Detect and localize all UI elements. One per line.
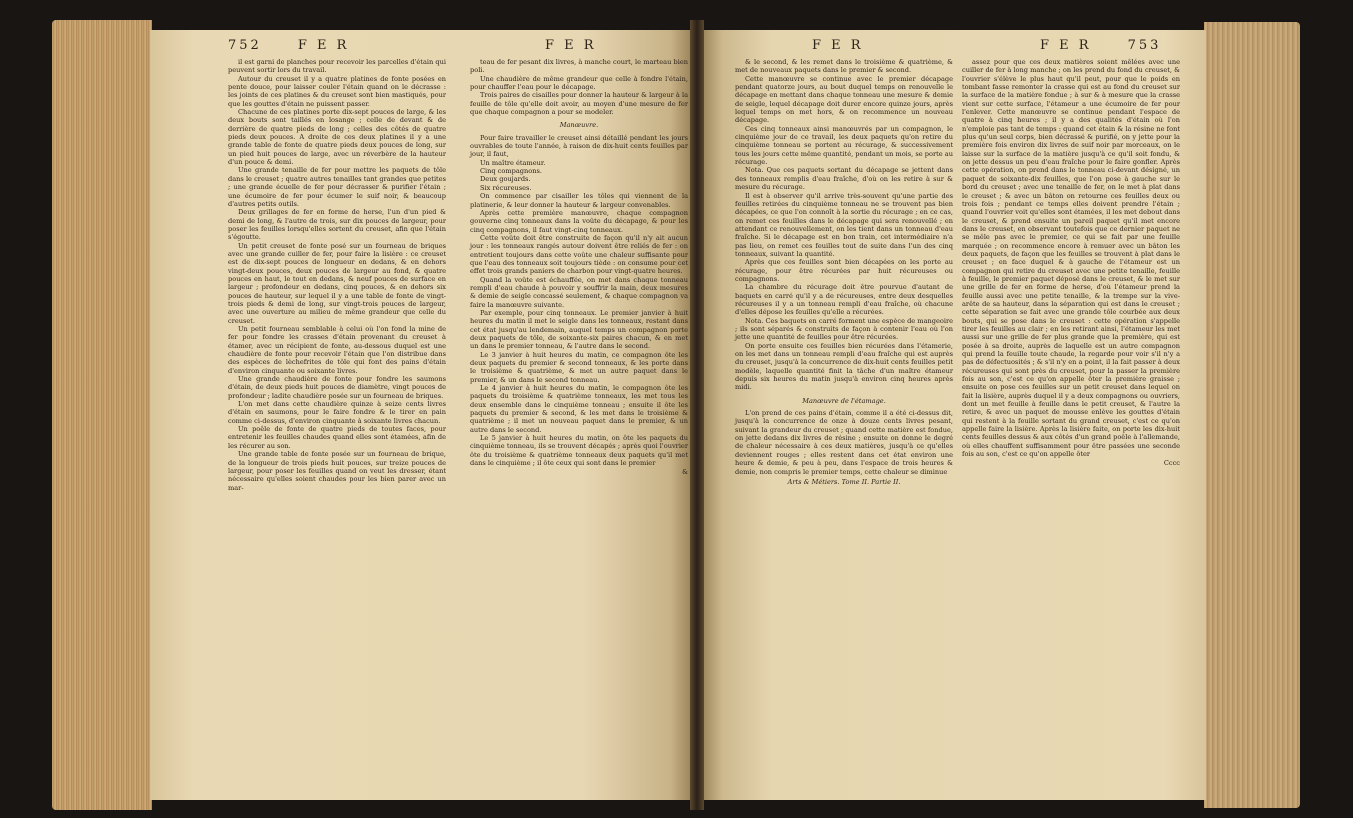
paragraph: teau de fer pesant dix livres, à manche court, le marteau bien poli.	[470, 58, 688, 75]
left-column-1	[228, 58, 446, 492]
paragraph: Nota. Ces baquets en carré forment une espèce de mangeoire ; ils sont séparés & construits de façon à contenir l'eau où l'on jette une quantité de feuilles pour être récurées.	[735, 316, 953, 342]
paragraph: Quand la voûte est échauffée, on met dans chaque tonneau rempli d'eau chaude à pouvoir y souffrir la main, deux mesures & demie de seigle concassé seulement, & chaque compagnon va faire la manœuvre suivante.	[470, 275, 688, 309]
paragraph: Un petit creuset de fonte posé sur un fourneau de briques avec une grande cuiller de fer, pour faire la lisière : ce creuset est de dix-sept pouces de longueur en dedans, & en dehors vingt-deux pouces, deux pouces de largeur au fond, & quatre pouces en haut, le tout en dedans, & neuf pouces de surface en largeur ; profondeur en dedans, cinq pouces, & en dehors six pouces de hauteur, sur lequel il y a une table de fonte de vingt-trois pieds & demi de long, sur vingt-trois pouces de largeur, avec une ouverture au milieu de même grandeur que celle du creuset.	[228, 241, 446, 325]
right-header-word-col2: F E R	[1040, 38, 1092, 53]
left-column-2	[470, 58, 688, 476]
paragraph: L'on met dans cette chaudière quinze à seize cents livres d'étain en saumons, pour le faire fondre & le tirer en pain comme ci-dessus, d'environ cinquante à soixante livres chacun.	[228, 400, 446, 425]
paragraph: Le 3 janvier à huit heures du matin, ce compagnon ôte les deux paquets du premier & second tonneaux, & les porte dans le troisième & quatrième, & met un autre paquet dans le premier, & un dans le second tonneau.	[470, 350, 688, 384]
paragraph: On commence par cisailler les tôles qui viennent de la platinerie, & leur donner la hauteur & largeur convenables.	[470, 192, 688, 209]
right-column-1	[735, 58, 953, 486]
paragraph: Le 5 janvier à huit heures du matin, on ôte les paquets du cinquième tonneau, ils se trouvent décapés ; après quoi l'ouvrier ôte du troisième & quatrième tonneaux deux paquets qu'il met dans le cinquième ; il ôte ceux qui sont dans le premier	[470, 434, 688, 468]
signature-mark: Cccc	[1163, 458, 1180, 467]
paragraph: Une chaudière de même grandeur que celle à fondre l'étain, pour chauffer l'eau pour le décapage.	[470, 74, 688, 92]
paragraph: Une grande chaudière de fonte pour fondre les saumons d'étain, de deux pieds huit pouces de diamètre, vingt pouces de profondeur ; ladite chaudière posée sur un fourneau de briques.	[228, 375, 446, 400]
left-running-head-col2	[545, 38, 597, 53]
book-gutter	[690, 20, 704, 810]
paragraph: Après que ces feuilles sont bien décapées on les porte au récurage, pour être récurées par huit récureuses ou compagnons.	[735, 258, 953, 283]
paragraph: On porte ensuite ces feuilles bien récurées dans l'étamerie, on les met dans un tonneau rempli d'eau fraîche qui est auprès du creuset, jusqu'à la concurrence de dix-huit cents feuilles petit modèle, laquelle quantité finit la tâche d'un maître étameur depuis six heures du matin jusqu'à environ cinq heures après midi.	[735, 341, 953, 392]
paragraph: Un poêle de fonte de quatre pieds de toutes faces, pour entretenir les feuilles chaudes quand elles sont étamées, afin de les récurer au son.	[228, 425, 446, 450]
paragraph: Pour faire travailler le creuset ainsi détaillé pendant les jours ouvrables de toute l'année, à raison de dix-huit cents feuilles par jour, il faut,	[470, 133, 688, 159]
list-item: Un maître étameur.	[480, 158, 546, 167]
paragraph: Après cette première manœuvre, chaque compagnon gouverne cinq tonneaux dans la voûte du décapage, & pour les cinq compagnons, il faut vingt-cinq tonneaux.	[470, 208, 688, 234]
right-page-number: 753	[1127, 38, 1162, 53]
paragraph: Deux grillages de fer en forme de herse, l'un d'un pied & demi de long, & l'autre de trois, sur dix pouces de largeur, pour poser les feuilles lorsqu'elles sortent du creuset, afin que l'étain s'égoutte.	[228, 208, 446, 242]
left-header-word: F E R	[297, 38, 350, 53]
paragraph: assez pour que ces deux matières soient mêlées avec une cuiller de fer à long manche ; on les prend du fond du creuset, & l'ouvrier s'élève le plus haut qu'il peut, pour que le poids en tombant fasse remonter la crasse qui est au fond du creuset sur la surface de la matière fondue ; à sur & à mesure que la crasse vient sur cette surface, l'étameur a une écumoire de fer pour l'enlever. Cette manœuvre se continue pendant l'espace de quatre à cinq heures ; il y a des qualités d'étain où l'on n'emploie pas tant de temps : quand cet étain & la résine ne font plus qu'un seul corps, bien décrassé & purifié, on y jette pour la première fois environ dix livres de suif noir par morceaux, on le laisse sur la surface de la matière jusqu'à ce qu'il soit fondu, & on jette dessus un peu d'eau fraîche pour le faire gonfler. Après cette opération, on prend dans le tonneau ci-devant désigné, un paquet de soixante-dix feuilles, que l'on pose à gauche sur le bord du creuset ; avec une tenaille de fer, on le met à plat dans le creuset ; & avec un bâton on retourne ces feuilles deux ou trois fois ; pendant ce temps elles doivent prendre l'étain ; quand l'ouvrier voit qu'elles sont étamées, il les met debout dans le creuset, & prend ensuite un pareil paquet qu'il met encore dans le creuset, en observant toutefois que ce dernier paquet ne se mêle pas avec le premier, ce qui se fait par une feuille marquée ; on recommence encore à remuer avec un bâton les deux paquets, de façon que les feuilles se trouvent à plat dans le creuset ; en face duquel & à gauche de l'étameur est un compagnon qui retire du creuset avec une petite tenaille, feuille à feuille, le premier paquet déposé dans le creuset, & le met sur une grille de fer en forme de herse, d'où l'étameur prend la feuille aussi avec une petite tenaille, & la trempe sur la vive-arête de sa hauteur, dans la séparation qui est dans le creuset ; cette séparation se fait avec une grande tôle courbée aux deux bouts, qui se pose dans le creuset : cette opération s'appelle tirer les feuilles au clair ; en les retirant ainsi, l'étameur les met aussi sur une grille de fer plus grande que la première, qui est posée à sa droite, auprès de laquelle est un autre compagnon qui prend la feuille toute chaude, la regarde pour voir s'il n'y a pas de défectuosités ; & s'il n'y en a point, il la fait passer à deux récureuses qui sont près du creuset, pour la passer la première fois au son, c'est ce qu'on appelle ôter la première graisse ; ensuite on pose ces feuilles sur un petit creuset dans lequel on fait la lisière, auprès duquel il y a deux compagnons ou ouvriers, dont un met feuille à feuille dans le petit creuset, & l'autre la retire, & avec un paquet de mousse enlève les gouttes d'étain qui restent à la feuille sortant du grand creuset, c'est ce qu'on appelle faire la lisière. Après la lisière faite, on porte les dix-huit cents feuilles dessus & aux côtés d'un grand poêle à l'allemande, où elles chauffent suffisamment pour être passées une seconde fois au son, c'est ce qu'on appelle ôter	[962, 58, 1180, 459]
paragraph: Nota. Que ces paquets sortant du décapage se jettent dans des tonneaux remplis d'eau fraîche, d'où on les retire à sur & mesure du récurage.	[735, 166, 953, 192]
paragraph: La chambre du récurage doit être pourvue d'autant de baquets en carré qu'il y a de récureuses, entre deux desquelles récureuses il y a un tonneau rempli d'eau fraîche, où chacune d'elles dépose les feuilles qu'elle a récurées.	[735, 283, 953, 317]
paragraph: Un petit fourneau semblable à celui où l'on fond la mine de fer pour fondre les crasses d'étain provenant du creuset à étamer, avec un récipient de fonte, au-dessous duquel est une chaudière de fonte pour recevoir l'étain que l'on distribue dans des espèces de lèchefrites de tôle qui font des pains d'étain d'environ cinquante ou soixante livres.	[228, 325, 446, 375]
paragraph: Cette voûte doit être construite de façon qu'il n'y ait aucun jour : les tonneaux rangés autour doivent être reliés de fer : on entretient toujours dans cette voûte une chaleur suffisante pour que l'eau des tonneaux soit toujours tiède : on consume pour cet effet trois grands paniers de charbon pour vingt-quatre heures.	[470, 233, 688, 276]
catchword: &	[682, 467, 688, 476]
paragraph: Le 4 janvier à huit heures du matin, le compagnon ôte les paquets du troisième & quatrième tonneaux, les met tous les deux ensemble dans le cinquième tonneau ; ensuite il ôte les paquets du premier & second, & les met dans le troisième & quatrième ; il met un nouveau paquet dans le premier, & un autre dans le second.	[470, 384, 688, 434]
left-header-word-col2: F E R	[545, 38, 597, 53]
list-item: Cinq compagnons.	[480, 167, 542, 176]
paragraph: Une grande table de fonte posée sur un fourneau de brique, de la longueur de trois pieds huit pouces, sur treize pouces de largeur, pour poser les feuilles quand on veut les dresser, étant nécessaire qu'elles soient chaudes pour les bien parer avec un mar-	[228, 450, 446, 492]
right-running-head	[812, 38, 864, 53]
paragraph: Autour du creuset il y a quatre platines de fonte posées en pente douce, pour laisser couler l'étain quand on le décrasse : les joints de ces platines & du creuset sont bien mastiqués, pour que les gouttes d'étain ne puissent passer.	[228, 74, 446, 108]
right-header-word: F E R	[812, 38, 864, 53]
right-page-edges	[1204, 22, 1300, 808]
paragraph: & le second, & les remet dans le troisième & quatrième, & met de nouveaux paquets dans le premier & second.	[735, 58, 953, 75]
list-item: Six récureuses.	[480, 183, 532, 192]
paragraph: Une grande tenaille de fer pour mettre les paquets de tôle dans le creuset ; quatre autres tenailles tant grandes que petites ; une grande écuelle de fer pour décrasser & purifier l'étain ; une écumoire de fer pour écumer le suif noir, & beaucoup d'autres petits outils.	[228, 166, 446, 208]
right-column-2	[962, 58, 1180, 467]
paragraph: Chacune de ces platines porte dix-sept pouces de large, & les deux bouts sont taillés en losange ; celle de devant & de derrière de quatre pieds de long ; celles des côtés de quatre pieds deux pouces. A droite de ces deux platines il y a une grande table de fonte de quatre pieds deux pouces de long, sur un pied huit pouces de large, avec un réverbère de la hauteur d'un pouce & demi.	[228, 108, 446, 167]
section-heading-etamage: Manœuvre de l'étamage.	[802, 396, 886, 405]
paragraph: Cette manœuvre se continue avec le premier décapage pendant quatorze jours, au bout duquel temps on renouvelle le décapage en mettant dans chaque tonneau une mesure & demie de seigle, lequel décapage doit durer encore quinze jours, après lequel temps on met hors, & on recommence un nouveau décapage.	[735, 74, 953, 125]
paragraph: Il est à observer qu'il arrive très-souvent qu'une partie des feuilles retirées du cinquième tonneau ne se trouvent pas bien décapées, ce que l'on connoît à la sortie du récurage ; en ce cas, on remet ces feuilles dans le décapage qui sera renouvellé ; en attendant ce renouvellement, on les tient dans un tonneau d'eau fraîche. Si le décapage est en bon train, cet intermédiaire n'a pas lieu, on remet ces feuilles tout de suite dans l'un des cinq tonneaux, suivant la quantité.	[735, 191, 953, 258]
paragraph: Ces cinq tonneaux ainsi manœuvrés par un compagnon, le cinquième jour de ce travail, les deux paquets qu'on retire du cinquième tonneau se portent au récurage, & successivement tous les jours cette même quantité, pendant un mois, se porte au récurage.	[735, 124, 953, 167]
left-page-edges	[52, 20, 152, 810]
paragraph: il est garni de planches pour recevoir les parcelles d'étain qui peuvent sortir lors du travail.	[228, 58, 446, 75]
section-heading-manoeuvre: Manœuvre.	[559, 121, 599, 130]
list-item: Deux goujards.	[480, 175, 531, 184]
paragraph: Trois paires de cisailles pour donner la hauteur & largeur à la feuille de tôle qu'elle doit avoir, au moyen d'une mesure de fer que chaque compagnon a pour se modeler.	[470, 91, 688, 117]
page-footer: Arts & Métiers. Tome II. Partie II.	[787, 477, 901, 486]
right-running-head-col2	[1040, 38, 1161, 53]
left-page-number: 752	[228, 38, 262, 53]
paragraph: Par exemple, pour cinq tonneaux. Le premier janvier à huit heures du matin il met le seigle dans les tonneaux, restant dans cet état jusqu'au lendemain, auquel temps un compagnon porte deux paquets de tôle, de soixante-six paires chacun, & en met un dans le premier tonneau, & l'autre dans le second.	[470, 308, 688, 351]
paragraph: L'on prend de ces pains d'étain, comme il a été ci-dessus dit, jusqu'à la concurrence de onze à douze cents livres pesant, suivant la grandeur du creuset ; quand cette matière est fondue, on jette dedans dix livres de résine ; ensuite on donne le degré de chaleur nécessaire à ces deux matières, jusqu'à ce qu'elles deviennent rouges ; elles restent dans cet état environ une heure & demie, & peu à peu, dans l'espace de trois heures & demie, non compris le premier temps, cette chaleur se diminue	[735, 409, 953, 476]
left-running-head	[228, 38, 349, 53]
